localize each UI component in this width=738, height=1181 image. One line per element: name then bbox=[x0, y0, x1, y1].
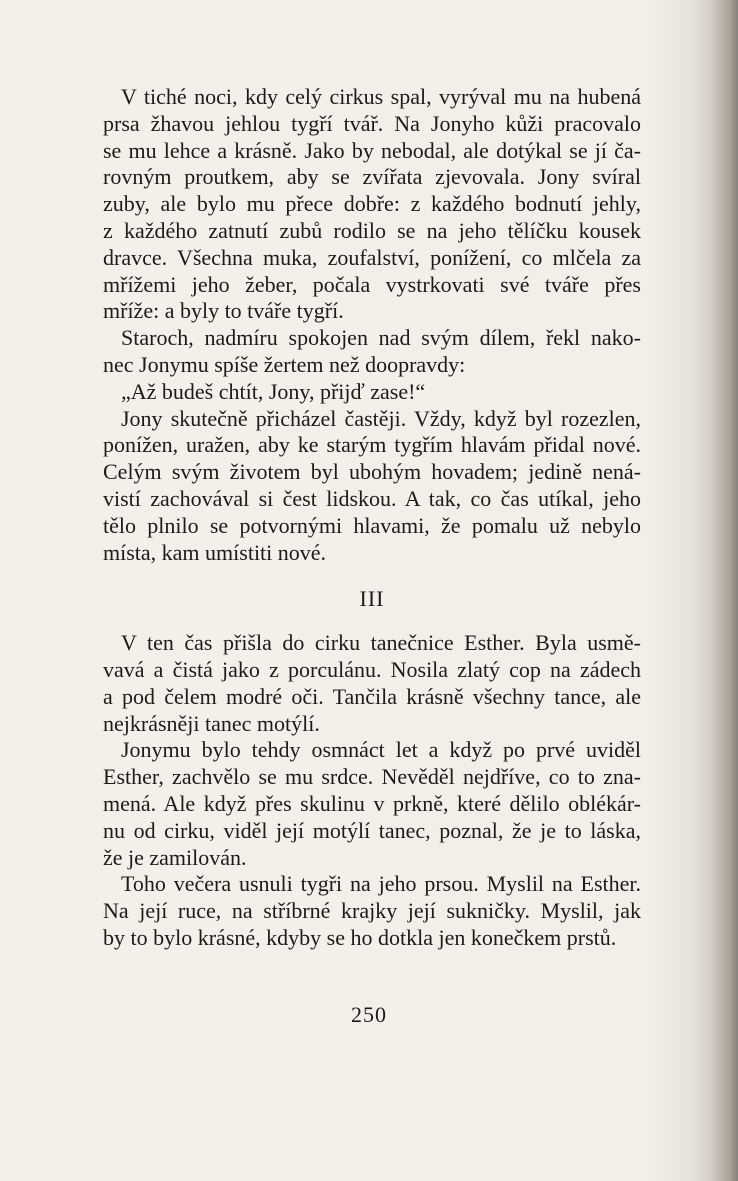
paragraph-7 bbox=[103, 871, 641, 951]
text-line: nejkrásněji tanec motýlí. bbox=[103, 710, 320, 736]
body-text bbox=[103, 84, 641, 952]
paragraph-3 bbox=[103, 379, 641, 406]
paragraph-1 bbox=[103, 84, 641, 325]
text-line: Toho večera usnuli tygři na jeho prsou. Myslil na Esther. bbox=[121, 871, 641, 897]
text-line: místa, kam umístiti nové. bbox=[103, 539, 327, 565]
text-line: V ten čas přišla do cirku tanečnice Esther. Byla usmě- bbox=[121, 630, 641, 656]
text-line: „Až budeš chtít, Jony, přijď zase!“ bbox=[121, 378, 426, 404]
text-line: Jony skutečně přicházel častěji. Vždy, když byl rozezlen, bbox=[121, 405, 641, 431]
text-line: mená. Ale když přes skulinu v prkně, které dělilo oblékár- bbox=[103, 790, 641, 816]
text-line: že je zamilován. bbox=[103, 844, 247, 870]
text-line: dravce. Všechna muka, zoufalství, ponížení, co mlčela za bbox=[103, 244, 641, 270]
text-line: nu od cirku, viděl její motýlí tanec, poznal, že je to láska, bbox=[103, 817, 641, 843]
page-number: 250 bbox=[351, 1002, 387, 1027]
text-line: nec Jonymu spíše žertem než doopravdy: bbox=[103, 351, 466, 377]
text-line: by to bylo krásné, kdyby se ho dotkla jen konečkem prstů. bbox=[103, 924, 617, 950]
paragraph-6 bbox=[103, 737, 641, 871]
text-line: tělo plnilo se potvornými hlavami, že pomalu už nebylo bbox=[103, 512, 641, 538]
chapter-heading: III bbox=[359, 586, 385, 612]
text-line: mříže: a byly to tváře tygří. bbox=[103, 298, 344, 324]
text-line: rovným proutkem, aby se zvířata zjevovala. Jony svíral bbox=[103, 164, 641, 190]
text-line: zuby, ale bylo mu přece dobře: z každého bodnutí jehly, bbox=[103, 191, 641, 217]
text-line: z každého zatnutí zubů rodilo se na jeho tělíčku kousek bbox=[103, 217, 641, 243]
text-line: Jonymu bylo tehdy osmnáct let a když po prvé uviděl bbox=[121, 737, 641, 763]
paragraph-2 bbox=[103, 325, 641, 379]
text-line: ponížen, uražen, aby ke starým tygřím hlavám přidal nové. bbox=[103, 432, 641, 458]
text-line: a pod čelem modré oči. Tančila krásně všechny tance, ale bbox=[103, 683, 641, 709]
paragraph-5 bbox=[103, 630, 641, 737]
paragraph-4 bbox=[103, 406, 641, 567]
text-line: prsa žhavou jehlou tygří tvář. Na Jonyho kůži pracovalo bbox=[103, 110, 641, 136]
text-line: Staroch, nadmíru spokojen nad svým dílem, řekl nako- bbox=[121, 325, 641, 351]
text-line: Celým svým životem byl ubohým hovadem; jedině nená- bbox=[103, 459, 641, 485]
text-line: mřížemi jeho žeber, počala vystrkovati své tváře přes bbox=[103, 271, 641, 297]
text-line: vavá a čistá jako z porculánu. Nosila zlatý cop na zádech bbox=[103, 656, 641, 682]
text-line: Na její ruce, na stříbrné krajky její sukničky. Myslil, jak bbox=[103, 898, 641, 924]
text-line: se mu lehce a krásně. Jako by nebodal, ale dotýkal se jí ča- bbox=[103, 137, 641, 163]
text-line: Esther, zachvělo se mu srdce. Nevěděl nejdříve, co to zna- bbox=[103, 764, 641, 790]
text-line: V tiché noci, kdy celý cirkus spal, vyrýval mu na hubená bbox=[121, 84, 641, 109]
text-line: vistí zachovával si čest lidskou. A tak, co čas utíkal, jeho bbox=[103, 485, 641, 511]
